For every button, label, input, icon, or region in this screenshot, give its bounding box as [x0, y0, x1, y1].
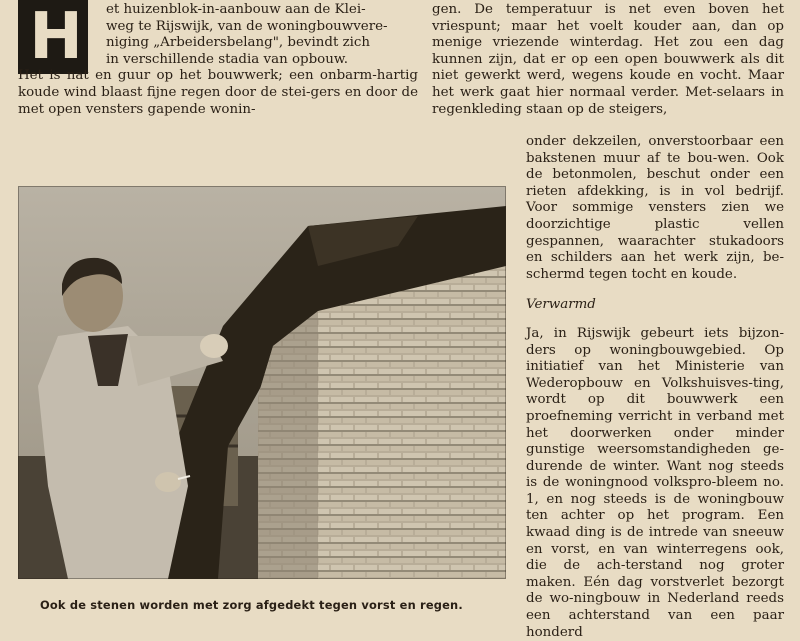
- section-subheading: Verwarmd: [526, 297, 596, 313]
- lead-line: weg te Rijswijk, van de woningbouwvere-: [106, 18, 388, 34]
- photo-caption: Ook de stenen worden met zorg afgedekt tegen vorst en regen.: [40, 598, 463, 612]
- lead-line: niging „Arbeidersbelang", bevindt zich: [106, 35, 371, 51]
- photo-illustration: [18, 186, 506, 579]
- body-paragraph: onder dekzeilen, onverstoorbaar een bakstenen muur af te bou-wen. Ook de betonmolen, beschut onder een rieten afdekking, is in vol bedrijf. Voor sommige vensters zien we doorzichtige plastic vellen gespannen, waarachter stukadoors en schilders aan het werk zijn, be-schermd tegen tocht en koude.: [526, 134, 784, 282]
- drop-cap-letter: H: [29, 0, 77, 74]
- lead-paragraph: Het is nat en guur op het bouwwerk; een onbarm-hartig koude wind blaast fijne regen door de stei-gers en door de met open vensters gapende wonin-: [18, 68, 418, 117]
- lead-line: et huizenblok-in-aanbouw aan de Klei-: [106, 2, 366, 17]
- lead-text-block: [18, 2, 418, 118]
- body-paragraph: gen. De temperatuur is net even boven het vriespunt; maar het voelt kouder aan, dan op menige vriezende winterdag. Het zou een dag kunnen zijn, dat er op een open bouwwerk als dit niet gewerkt werd, wegens koude en vocht. Maar het werk gaat hier normaal verder. Met-selaars in regenkleding staan op de steigers,: [432, 2, 784, 117]
- right-column-narrow: [526, 134, 784, 641]
- lead-line: in verschillende stadia van opbouw.: [106, 51, 348, 67]
- right-column-top: [432, 2, 784, 118]
- photograph-worker-covering-bricks: [18, 186, 506, 579]
- section-paragraph: Ja, in Rijswijk gebeurt iets bijzon-ders op woningbouwgebied. Op initiatief van het Ministerie van Wederopbouw en Volkshuisves-ting, wordt op dit bouwwerk een proefneming verricht in verband met het doorwerken onder minder gunstige weersomstandigheden ge-durende de winter. Want nog steeds is de woningnood volkspro-bleem no. 1, en nog steeds is de woningbouw ten achter op het program. Een kwaad ding is de intrede van sneeuw en vorst, en van winterregens ook, die de ach-terstand nog groter maken. Eén dag vorstverlet bezorgt de wo-ningbouw in Nederland reeds een achterstand van een paar honderd: [526, 325, 784, 640]
